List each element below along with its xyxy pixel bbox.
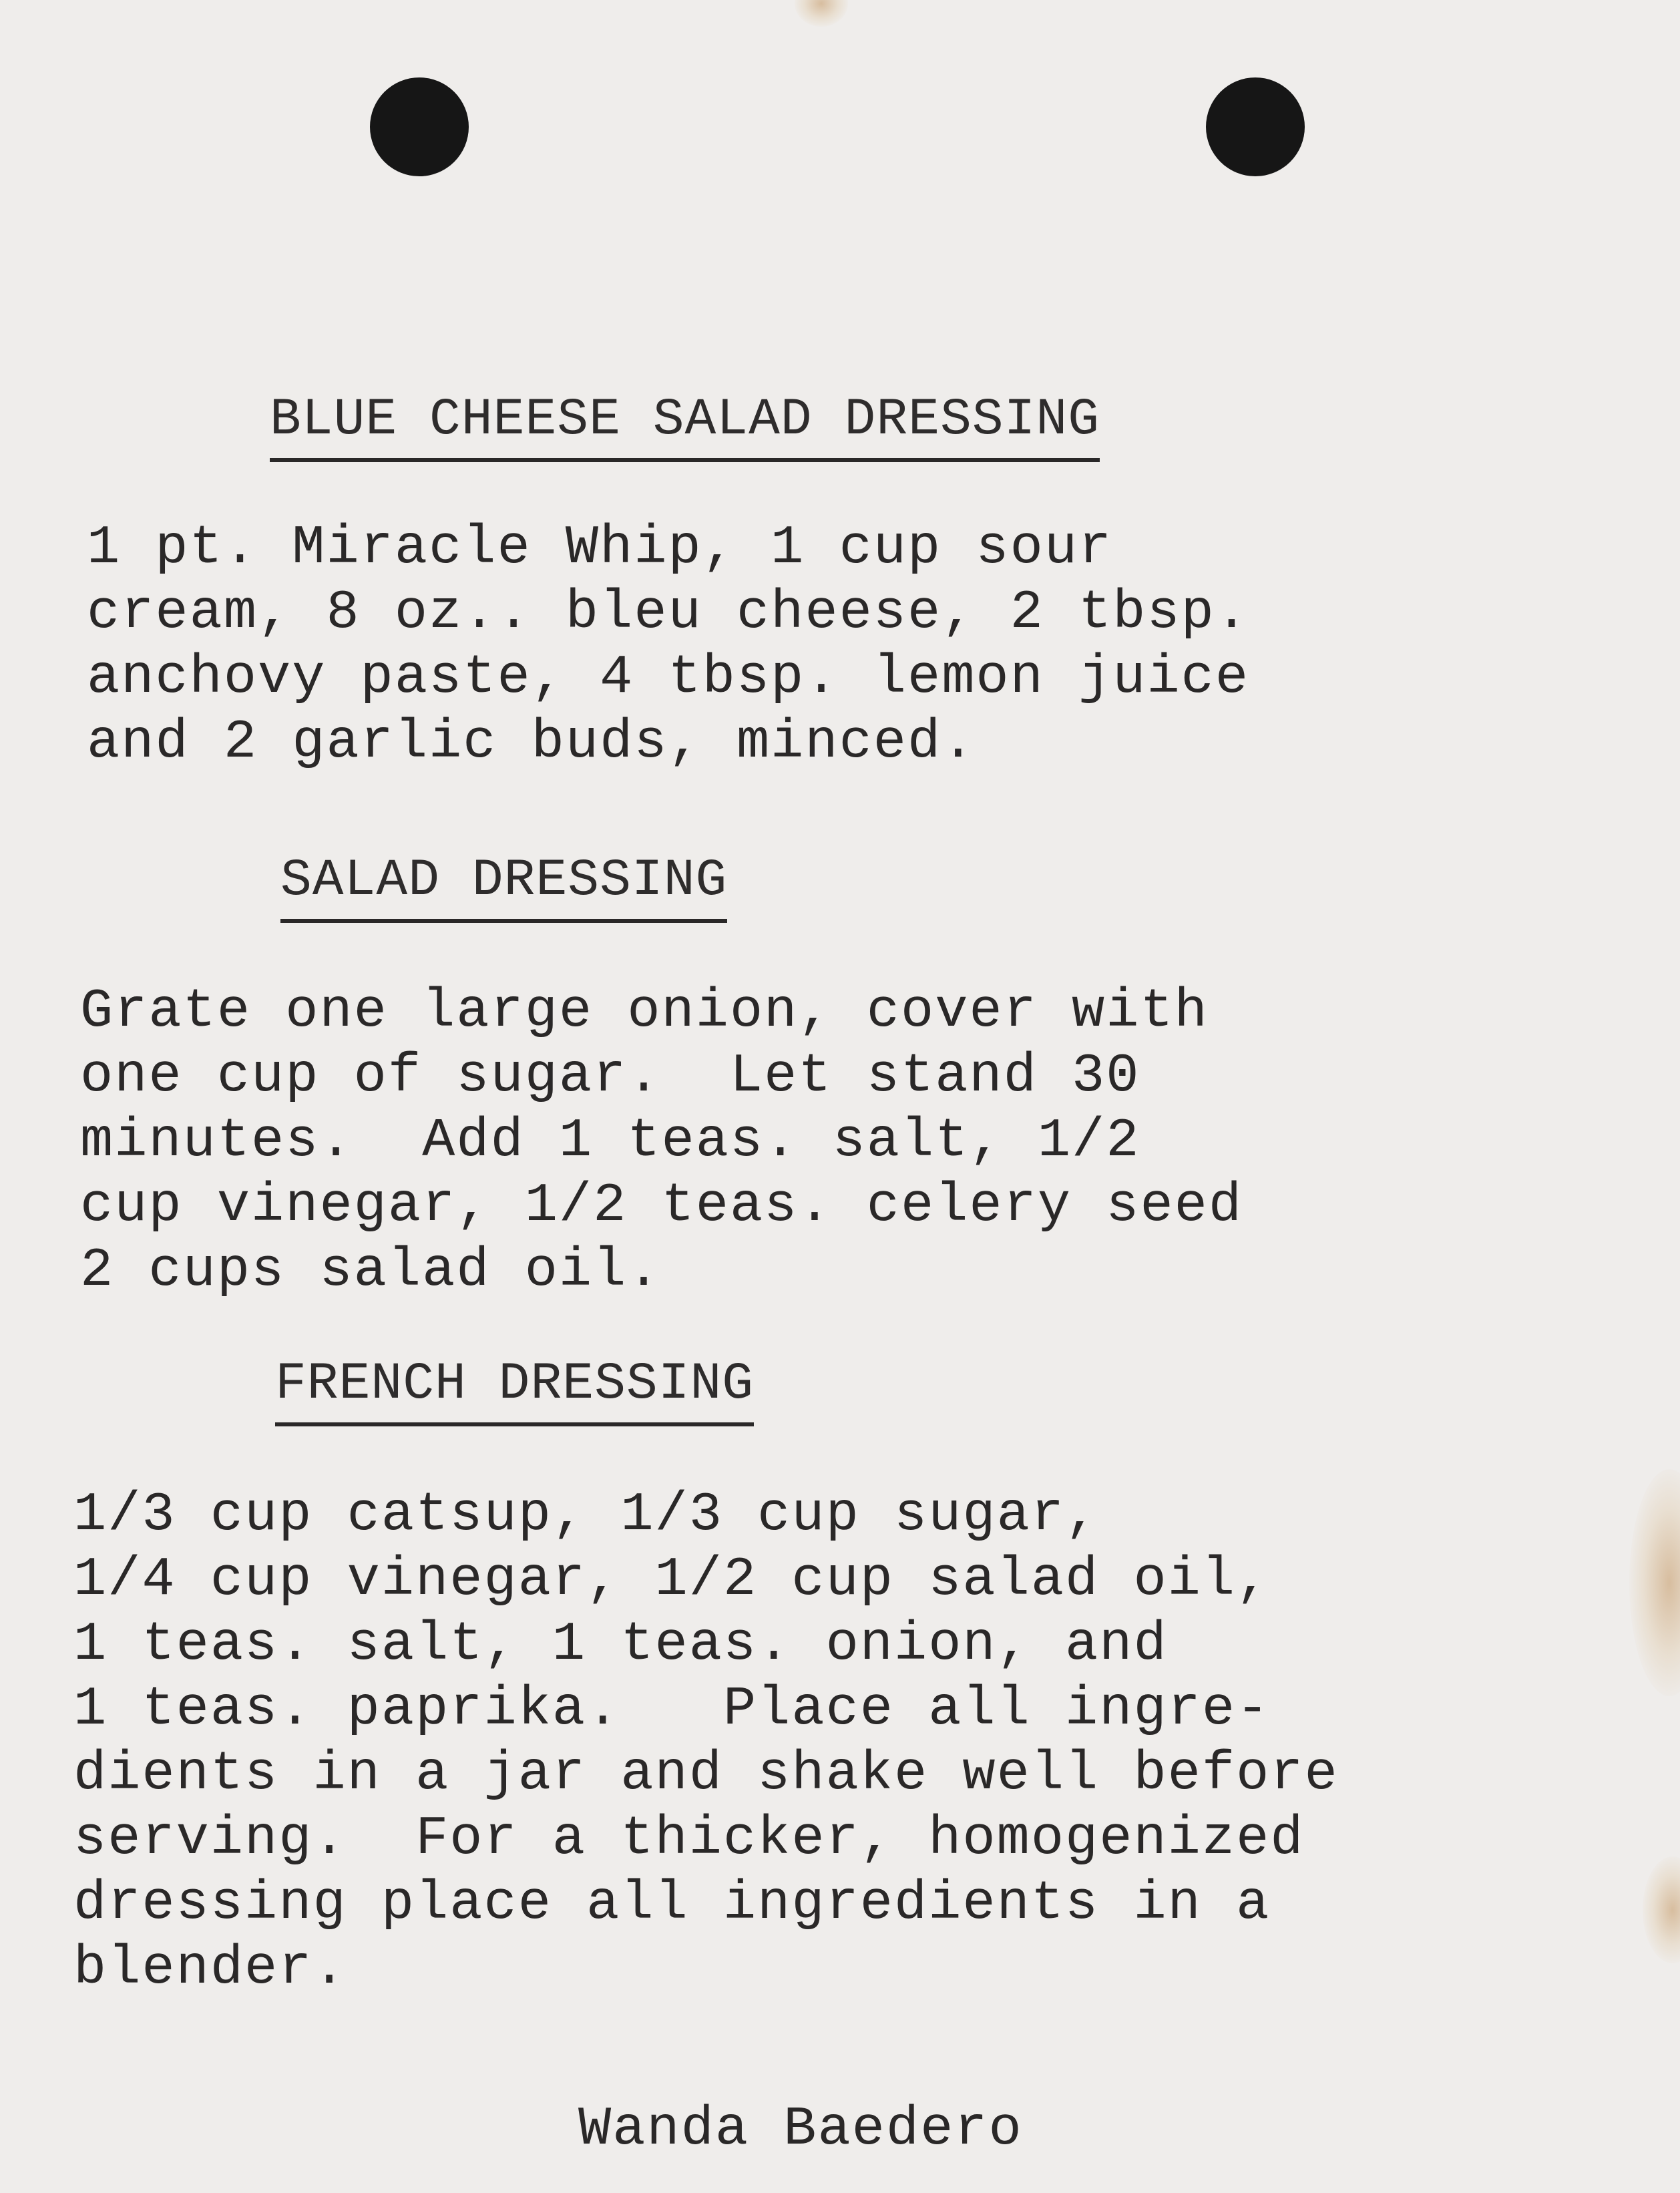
recipe-title-blue-cheese: BLUE CHEESE SALAD DRESSING [270, 390, 1100, 462]
recipe-line: Grate one large onion, cover with [80, 980, 1209, 1042]
recipe-line: minutes. Add 1 teas. salt, 1/2 [80, 1110, 1140, 1172]
contributor-signature: Wanda Baedero [578, 2098, 1023, 2160]
recipe-line: dressing place all ingredients in a [73, 1872, 1271, 1935]
recipe-line: 1 teas. paprika. Place all ingre- [73, 1678, 1271, 1740]
stain-mark-right [1629, 1469, 1680, 1696]
recipe-line: 1 teas. salt, 1 teas. onion, and [73, 1613, 1168, 1675]
recipe-title-french-dressing: FRENCH DRESSING [275, 1354, 754, 1426]
recipe-line: 1 pt. Miracle Whip, 1 cup sour [87, 517, 1113, 579]
recipe-line: 2 cups salad oil. [80, 1239, 662, 1302]
recipe-line: one cup of sugar. Let stand 30 [80, 1045, 1140, 1107]
recipe-line: and 2 garlic buds, minced. [87, 711, 976, 773]
recipe-line: cup vinegar, 1/2 teas. celery seed [80, 1175, 1243, 1237]
stain-mark-top [795, 0, 848, 27]
recipe-line: dients in a jar and shake well before [73, 1743, 1339, 1805]
recipe-line: 1/3 cup catsup, 1/3 cup sugar, [73, 1484, 1100, 1546]
recipe-line: anchovy paste, 4 tbsp. lemon juice [87, 646, 1250, 709]
stain-mark-edge [1643, 1856, 1680, 1963]
recipe-line: blender. [73, 1937, 347, 1999]
recipe-line: 1/4 cup vinegar, 1/2 cup salad oil, [73, 1549, 1271, 1611]
binder-hole-left [370, 77, 469, 176]
recipe-line: cream, 8 oz.. bleu cheese, 2 tbsp. [87, 582, 1250, 644]
binder-hole-right [1206, 77, 1305, 176]
recipe-line: serving. For a thicker, homogenized [73, 1808, 1305, 1870]
recipe-title-salad-dressing: SALAD DRESSING [280, 851, 727, 923]
